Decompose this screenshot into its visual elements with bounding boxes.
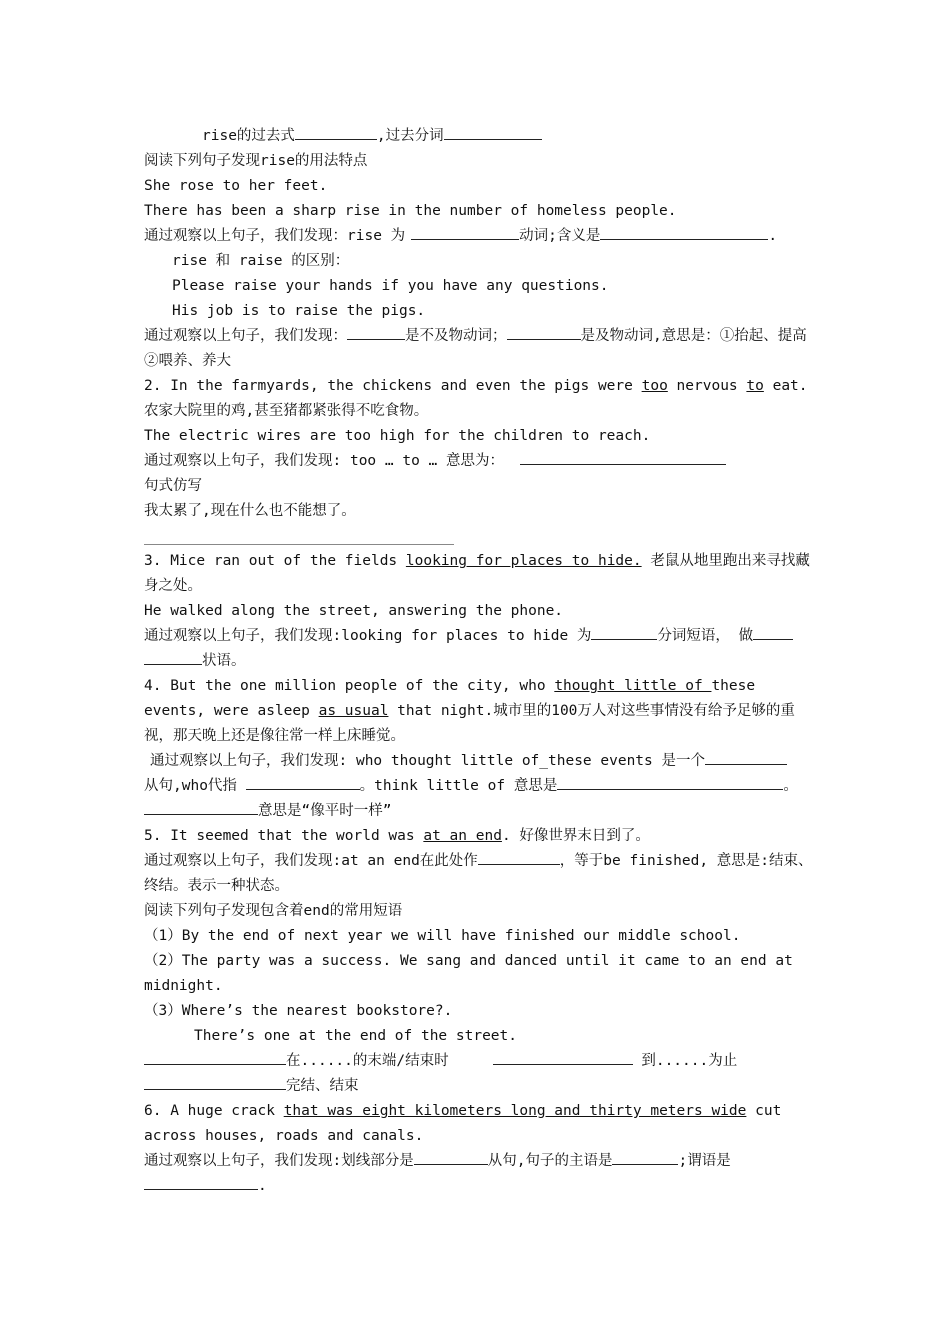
- predicate-blank[interactable]: [144, 1174, 258, 1190]
- meaning-blank[interactable]: [600, 224, 768, 240]
- phrase-meaning: 完结、结束: [286, 1078, 359, 1094]
- clause-kind-blank[interactable]: [414, 1149, 488, 1165]
- observation-text: 是及物动词,意思是：①抬起、提高 ②喂养、养大: [144, 328, 807, 369]
- example-sentence: His job is to raise the pigs.: [172, 303, 426, 319]
- transitive-blank[interactable]: [507, 324, 581, 340]
- sentence-text: 5. It seemed that the world was: [144, 828, 424, 844]
- example-sentence: He walked along the street, answering the phone.: [144, 603, 564, 619]
- example-sentence: The electric wires are too high for the children to reach.: [144, 428, 651, 444]
- think-little-of-meaning-blank[interactable]: [557, 774, 783, 790]
- function-blank[interactable]: [478, 849, 560, 865]
- observation-text: 从句,句子的主语是: [487, 1153, 613, 1169]
- rise-forms-line: [144, 124, 814, 149]
- observation-text: ，等于be finished, 意思是:结束、终结。表示一种状态。: [144, 853, 813, 894]
- too-to-observation: [144, 449, 814, 474]
- phrase-blank-2[interactable]: [493, 1049, 633, 1065]
- sentence-text: cut across houses, roads and canals.: [144, 1103, 782, 1144]
- observation-text: 状语。: [202, 653, 246, 669]
- observation-text: .: [768, 228, 778, 244]
- underlined-text: as usual: [318, 703, 389, 719]
- sentence-text: 6. A huge crack: [144, 1103, 284, 1119]
- clause-observation: [144, 749, 814, 774]
- adverbial-blank-a[interactable]: [753, 624, 793, 640]
- rise-raise-observation: [144, 324, 814, 374]
- clause-observation-cont: [144, 774, 814, 799]
- end-phrases-line-1: [144, 1049, 814, 1074]
- underlined-text: too: [641, 378, 668, 394]
- observation-text: 通过观察以上句子，我们发现: too … to … 意思为：: [144, 453, 504, 469]
- too-to-meaning-blank[interactable]: [520, 449, 726, 465]
- sentence-text: nervous: [667, 378, 747, 394]
- sentence-text: these events, were asleep: [144, 678, 756, 719]
- observation-text: 通过观察以上句子，我们发现:looking for places to hide 为: [144, 628, 592, 644]
- rise-pp-blank[interactable]: [444, 124, 542, 140]
- sentence-text: 4. But the one million people of the city, who: [144, 678, 555, 694]
- observation-text: 是不及物动词；: [405, 328, 507, 344]
- underlined-text: at an end: [423, 828, 502, 844]
- attributive-observation: [144, 1149, 814, 1199]
- rise-raise-heading: rise 和 raise 的区别：: [172, 253, 350, 269]
- rise-past-label: rise的过去式: [202, 128, 295, 144]
- rise-past-blank[interactable]: [295, 124, 377, 140]
- observation-text: 。: [783, 778, 798, 794]
- phrase-blank-1[interactable]: [144, 1049, 286, 1065]
- observation-text: 通过观察以上句子，我们发现：: [144, 328, 347, 344]
- phrase-meaning: 到......为止: [632, 1053, 738, 1069]
- observation-text: 。think little of 意思是: [359, 778, 558, 794]
- sentence-text: that night.城市里的100万人对这些事情没有给予足够的重视，那天晚上还是像往常一样上床睡觉。: [144, 703, 795, 744]
- adverbial-blank-b[interactable]: [144, 649, 202, 665]
- intransitive-blank[interactable]: [347, 324, 405, 340]
- item-5-sentence: [144, 824, 814, 849]
- observation-text: ;谓语是: [678, 1153, 731, 1169]
- instruction-rise: 阅读下列句子发现rise的用法特点: [144, 153, 368, 169]
- sentence-text: 2. In the farmyards, the chickens and even the pigs were: [144, 378, 642, 394]
- verb-type-blank[interactable]: [411, 224, 519, 240]
- observation-text: 通过观察以上句子，我们发现：rise 为: [144, 228, 406, 244]
- example-sentence: （2）The party was a success. We sang and danced until it came to an end at midnight.: [144, 953, 793, 994]
- example-sentence: There has been a sharp rise in the number of homeless people.: [144, 203, 677, 219]
- subject-blank[interactable]: [612, 1149, 678, 1165]
- example-sentence: （3）Where’s the nearest bookstore?.: [144, 1003, 453, 1019]
- example-sentence: Please raise your hands if you have any questions.: [172, 278, 609, 294]
- example-sentence: She rose to her feet.: [144, 178, 328, 194]
- observation-text: .: [258, 1178, 267, 1194]
- sentence-text: . 好像世界末日到了。: [501, 828, 650, 844]
- item-4-sentence: [144, 674, 814, 749]
- observation-text: 通过观察以上句子，我们发现: who thought little of_these events 是一个: [150, 753, 705, 769]
- rise-observation-line: [144, 224, 814, 249]
- example-sentence: （1）By the end of next year we will have finished our middle school.: [144, 928, 741, 944]
- observation-text: 分词短语， 做: [657, 628, 754, 644]
- worksheet-page: [144, 124, 814, 1199]
- as-usual-blank[interactable]: [144, 799, 258, 815]
- example-sentence: There’s one at the end of the street.: [194, 1028, 518, 1044]
- observation-text: 从句,who代指: [144, 778, 246, 794]
- underlined-text: to: [746, 378, 764, 394]
- observation-text: 动词;含义是: [519, 228, 601, 244]
- phrase-blank-3[interactable]: [144, 1074, 286, 1090]
- underlined-text: thought little of: [554, 678, 712, 694]
- phrase-meaning: 在......的末端/结束时: [286, 1053, 449, 1069]
- translation-prompt: 我太累了,现在什么也不能想了。: [144, 503, 356, 519]
- who-refers-blank[interactable]: [246, 774, 360, 790]
- end-phrases-line-2: [144, 1074, 814, 1099]
- as-usual-line: [144, 799, 814, 824]
- underlined-text: that was eight kilometers long and thirty meters wide: [283, 1103, 747, 1119]
- participle-observation: [144, 624, 814, 674]
- sentence-text: 3. Mice ran out of the fields: [144, 553, 406, 569]
- item-6-sentence: [144, 1099, 814, 1149]
- sentence-text: 老鼠从地里跑出来寻找藏身之处。: [144, 553, 810, 594]
- participle-type-blank[interactable]: [591, 624, 657, 640]
- sentence-text: eat. 农家大院里的鸡,甚至猪都紧张得不吃食物。: [144, 378, 808, 419]
- at-an-end-observation: [144, 849, 814, 899]
- item-2-sentence: [144, 374, 814, 424]
- clause-type-blank[interactable]: [705, 749, 787, 765]
- instruction-end: 阅读下列句子发现包含着end的常用短语: [144, 903, 403, 919]
- observation-text: 通过观察以上句子，我们发现:at an end在此处作: [144, 853, 478, 869]
- observation-text: 通过观察以上句子，我们发现:划线部分是: [144, 1153, 414, 1169]
- rise-pp-label: ,过去分词: [376, 128, 444, 144]
- imitation-heading: 句式仿写: [144, 478, 202, 494]
- answer-line[interactable]: [144, 524, 814, 549]
- observation-text: 意思是“像平时一样”: [258, 803, 392, 819]
- item-3-sentence: [144, 549, 814, 599]
- underlined-text: looking for places to hide.: [405, 553, 642, 569]
